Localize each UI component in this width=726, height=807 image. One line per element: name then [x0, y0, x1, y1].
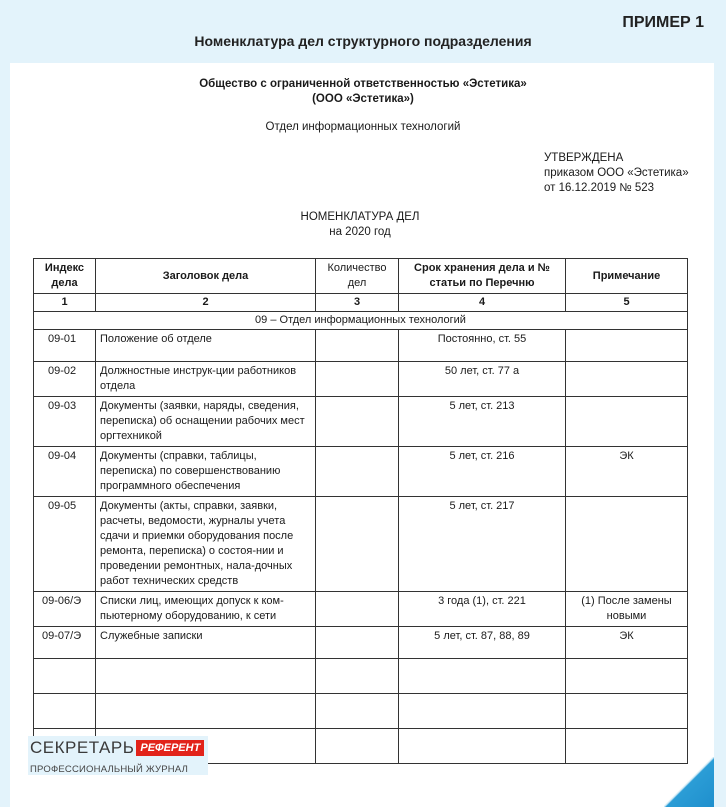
- approval-line-2: приказом ООО «Эстетика»: [544, 167, 689, 179]
- publisher-logo: [28, 736, 208, 775]
- cell-retention: 5 лет, ст. 216: [399, 447, 566, 497]
- header-count: Количество дел: [316, 259, 399, 294]
- cell-index: 09-07/Э: [34, 627, 96, 659]
- cell-note: ЭК: [566, 627, 688, 659]
- empty-cell: [316, 729, 399, 764]
- document-year: на 2020 год: [329, 226, 391, 238]
- logo-main-text: СЕКРЕТАРЬ: [30, 738, 135, 757]
- header-index: Индекс дела: [34, 259, 96, 294]
- cell-index: 09-02: [34, 362, 96, 397]
- empty-cell: [96, 659, 316, 694]
- empty-cell: [566, 729, 688, 764]
- logo-accent-text: РЕФЕРЕНТ: [136, 740, 204, 756]
- organization-short-name: (ООО «Эстетика»): [312, 93, 414, 105]
- cell-retention: 3 года (1), ст. 221: [399, 592, 566, 627]
- table-header-row: [34, 259, 688, 294]
- cell-note: ЭК: [566, 447, 688, 497]
- column-number: 5: [566, 294, 688, 312]
- empty-cell: [566, 694, 688, 729]
- section-title: 09 – Отдел информационных технологий: [34, 312, 688, 330]
- approval-line-3: от 16.12.2019 № 523: [544, 182, 655, 194]
- column-number: 4: [399, 294, 566, 312]
- cell-count: [316, 397, 399, 447]
- cell-title: Служебные записки: [96, 627, 316, 659]
- document-title-block: [0, 210, 720, 240]
- cell-title: Документы (заявки, наряды, сведения, переписка) об оснащении рабочих мест оргтехникой: [96, 397, 316, 447]
- table-row: [34, 627, 688, 659]
- empty-cell: [316, 694, 399, 729]
- cell-count: [316, 447, 399, 497]
- empty-cell: [96, 694, 316, 729]
- cell-title: Должностные инструк-ции работников отдела: [96, 362, 316, 397]
- table-row: [34, 330, 688, 362]
- cell-count: [316, 362, 399, 397]
- cell-note: (1) После замены новыми: [566, 592, 688, 627]
- empty-cell: [34, 694, 96, 729]
- empty-cell: [399, 729, 566, 764]
- cell-retention: 50 лет, ст. 77 а: [399, 362, 566, 397]
- cell-index: 09-01: [34, 330, 96, 362]
- empty-cell: [399, 694, 566, 729]
- cell-count: [316, 627, 399, 659]
- table-row: [34, 447, 688, 497]
- column-number: 2: [96, 294, 316, 312]
- header-note: Примечание: [566, 259, 688, 294]
- section-row: [34, 312, 688, 330]
- header-retention: Срок хранения дела и № статьи по Перечню: [399, 259, 566, 294]
- cell-count: [316, 592, 399, 627]
- cell-retention: 5 лет, ст. 87, 88, 89: [399, 627, 566, 659]
- cell-title: Положение об отделе: [96, 330, 316, 362]
- header-title: Заголовок дела: [96, 259, 316, 294]
- empty-cell: [34, 659, 96, 694]
- cell-note: [566, 330, 688, 362]
- cell-count: [316, 497, 399, 592]
- document-title: НОМЕНКЛАТУРА ДЕЛ: [300, 211, 420, 223]
- cell-retention: Постоянно, ст. 55: [399, 330, 566, 362]
- table-row: [34, 397, 688, 447]
- cell-index: 09-05: [34, 497, 96, 592]
- cell-title: Документы (акты, справки, заявки, расчеты, ведомости, журналы учета сдачи и приемки оборудования после ремонта, переписка) о состоя-нии и проведении ремонтных, нала-дочных работ технических средств: [96, 497, 316, 592]
- empty-row: [34, 659, 688, 694]
- cell-note: [566, 362, 688, 397]
- cell-title: Документы (справки, таблицы, переписка) по совершенствованию программного обеспечения: [96, 447, 316, 497]
- cell-retention: 5 лет, ст. 217: [399, 497, 566, 592]
- page-corner-fold: [664, 757, 714, 807]
- column-number: 3: [316, 294, 399, 312]
- cell-title: Списки лиц, имеющих допуск к ком-пьютерному оборудованию, к сети: [96, 592, 316, 627]
- example-label: ПРИМЕР 1: [622, 14, 704, 31]
- approval-line-1: УТВЕРЖДЕНА: [544, 152, 624, 164]
- empty-cell: [399, 659, 566, 694]
- approval-block: [544, 151, 689, 196]
- table-row: [34, 497, 688, 592]
- nomenclature-table: [33, 258, 688, 764]
- table-row: [34, 362, 688, 397]
- department-name: Отдел информационных технологий: [265, 121, 461, 133]
- cell-note: [566, 497, 688, 592]
- column-numbers-row: [34, 294, 688, 312]
- empty-row: [34, 694, 688, 729]
- cell-index: 09-03: [34, 397, 96, 447]
- table-row: [34, 592, 688, 627]
- column-number: 1: [34, 294, 96, 312]
- organization-name: [0, 77, 726, 107]
- empty-cell: [566, 659, 688, 694]
- cell-index: 09-06/Э: [34, 592, 96, 627]
- cell-note: [566, 397, 688, 447]
- cell-count: [316, 330, 399, 362]
- page-heading: Номенклатура дел структурного подразделения: [194, 33, 532, 49]
- organization-full-name: Общество с ограниченной ответственностью «Эстетика»: [199, 78, 527, 90]
- cell-index: 09-04: [34, 447, 96, 497]
- cell-retention: 5 лет, ст. 213: [399, 397, 566, 447]
- empty-cell: [316, 659, 399, 694]
- logo-subtitle: ПРОФЕССИОНАЛЬНЫЙ ЖУРНАЛ: [30, 764, 189, 775]
